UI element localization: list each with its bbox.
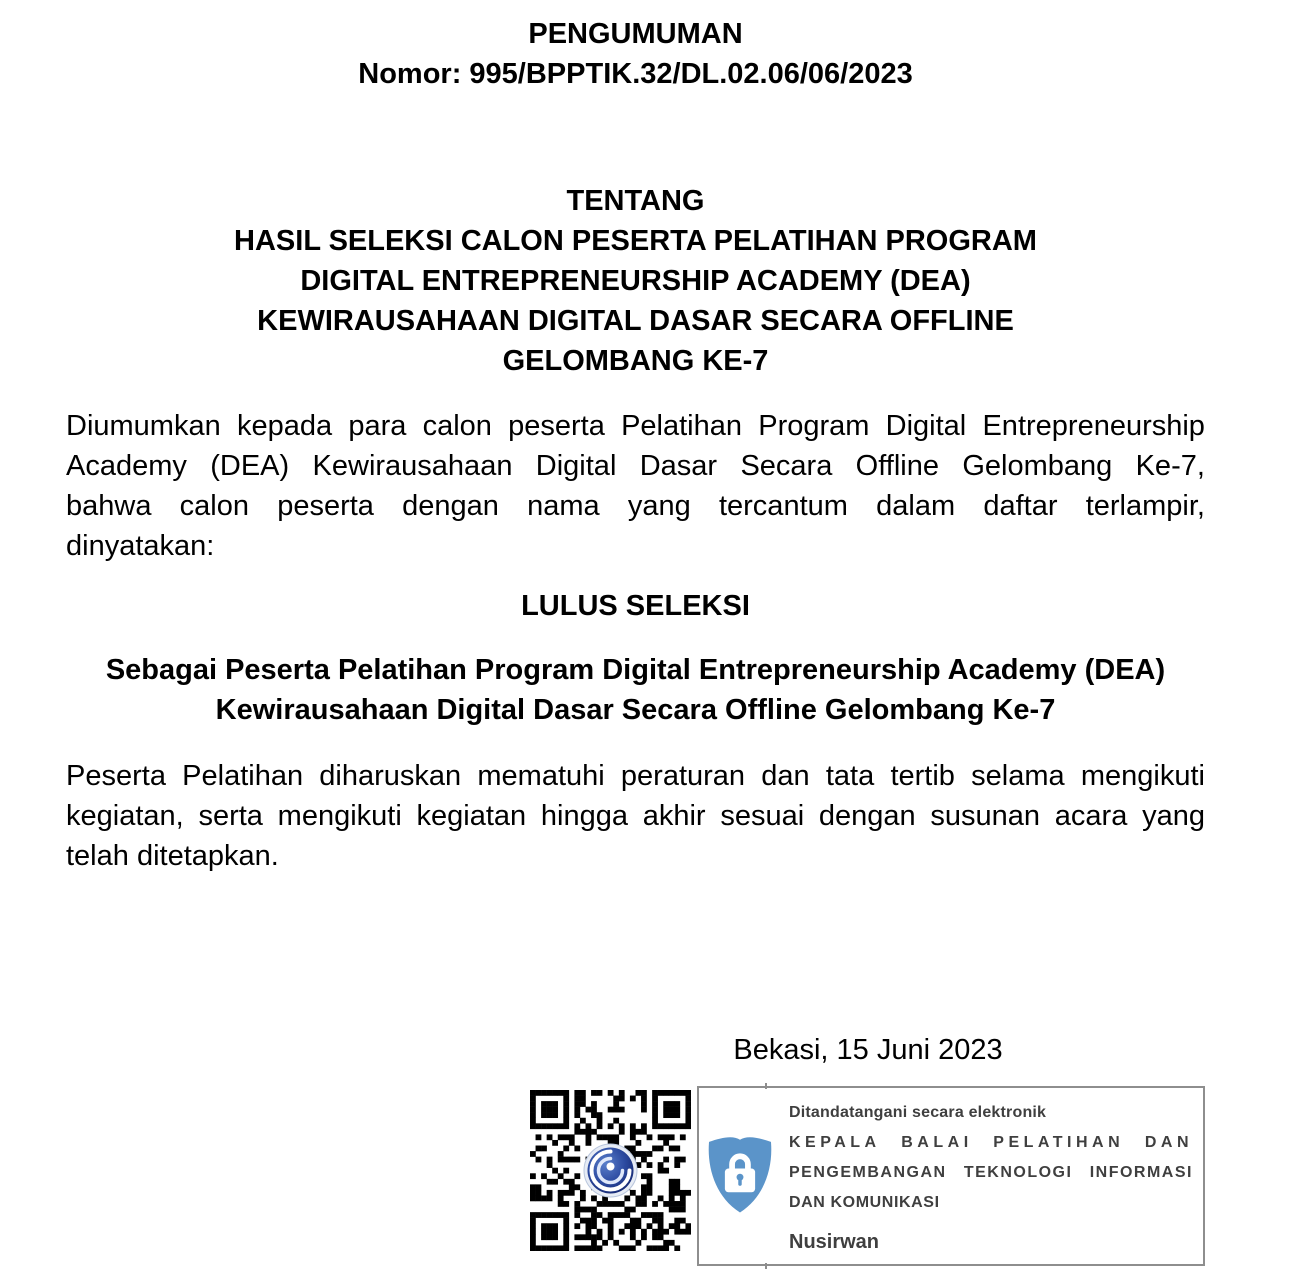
security-shield-lock-icon [704,1132,776,1218]
result-line: Kewirausahaan Digital Dasar Secara Offline Gelombang Ke-7 [215,694,1056,726]
kominfo-logo [584,1144,637,1197]
stamp-heading: Ditandatangani secara elektronik [789,1104,1047,1121]
intro-line: Academy (DEA) Kewirausahaan Digital Dasar Secara Offline Gelombang Ke-7, [66,450,1205,482]
about-line: KEWIRAUSAHAAN DIGITAL DASAR SECARA OFFLINE [257,305,1014,337]
signer-name: Nusirwan [789,1231,880,1253]
signer-title-line: KEPALA BALAI PELATIHAN DAN [789,1134,1193,1151]
stamp-border-tick [765,1263,767,1269]
result-line: Sebagai Peserta Pelatihan Program Digital Entrepreneurship Academy (DEA) [105,654,1166,686]
subject-block [66,181,1205,381]
intro-line: bahwa calon peserta dengan nama yang tercantum dalam daftar terlampir, [66,490,1205,522]
stamp-text-block [789,1101,1193,1218]
closing-paragraph [66,756,1205,876]
about-line: GELOMBANG KE-7 [502,345,769,377]
result-block [66,650,1205,730]
closing-line: telah ditetapkan. [66,840,279,872]
about-label: TENTANG [566,185,705,217]
document-header [66,0,1205,94]
about-line: HASIL SELEKSI CALON PESERTA PELATIHAN PROGRAM [234,225,1037,257]
document-title: PENGUMUMAN [528,18,743,50]
qr-code-image [530,1090,691,1251]
intro-paragraph [66,406,1205,566]
closing-line: kegiatan, serta mengikuti kegiatan hingga akhir sesuai dengan susunan acara yang [66,800,1205,832]
qr-code [530,1090,691,1251]
stamp-border-tick [765,1083,767,1089]
signature-area [530,1030,1206,1272]
signer-title-line: PENGEMBANGAN TEKNOLOGI INFORMASI [789,1164,1193,1181]
intro-line: dinyatakan: [66,530,215,562]
about-line: DIGITAL ENTREPRENEURSHIP ACADEMY (DEA) [300,265,971,297]
document-number: Nomor: 995/BPPTIK.32/DL.02.06/06/2023 [358,58,913,90]
intro-line: Diumumkan kepada para calon peserta Pelatihan Program Digital Entrepreneurship [66,410,1205,442]
selection-status: LULUS SELEKSI [521,590,750,622]
place-and-date: Bekasi, 15 Juni 2023 [733,1034,1003,1066]
document-content [66,0,1205,876]
electronic-signature-stamp [697,1086,1205,1266]
closing-line: Peserta Pelatihan diharuskan mematuhi peraturan dan tata tertib selama mengikuti [66,760,1205,792]
signer-title-line: DAN KOMUNIKASI [789,1194,940,1211]
